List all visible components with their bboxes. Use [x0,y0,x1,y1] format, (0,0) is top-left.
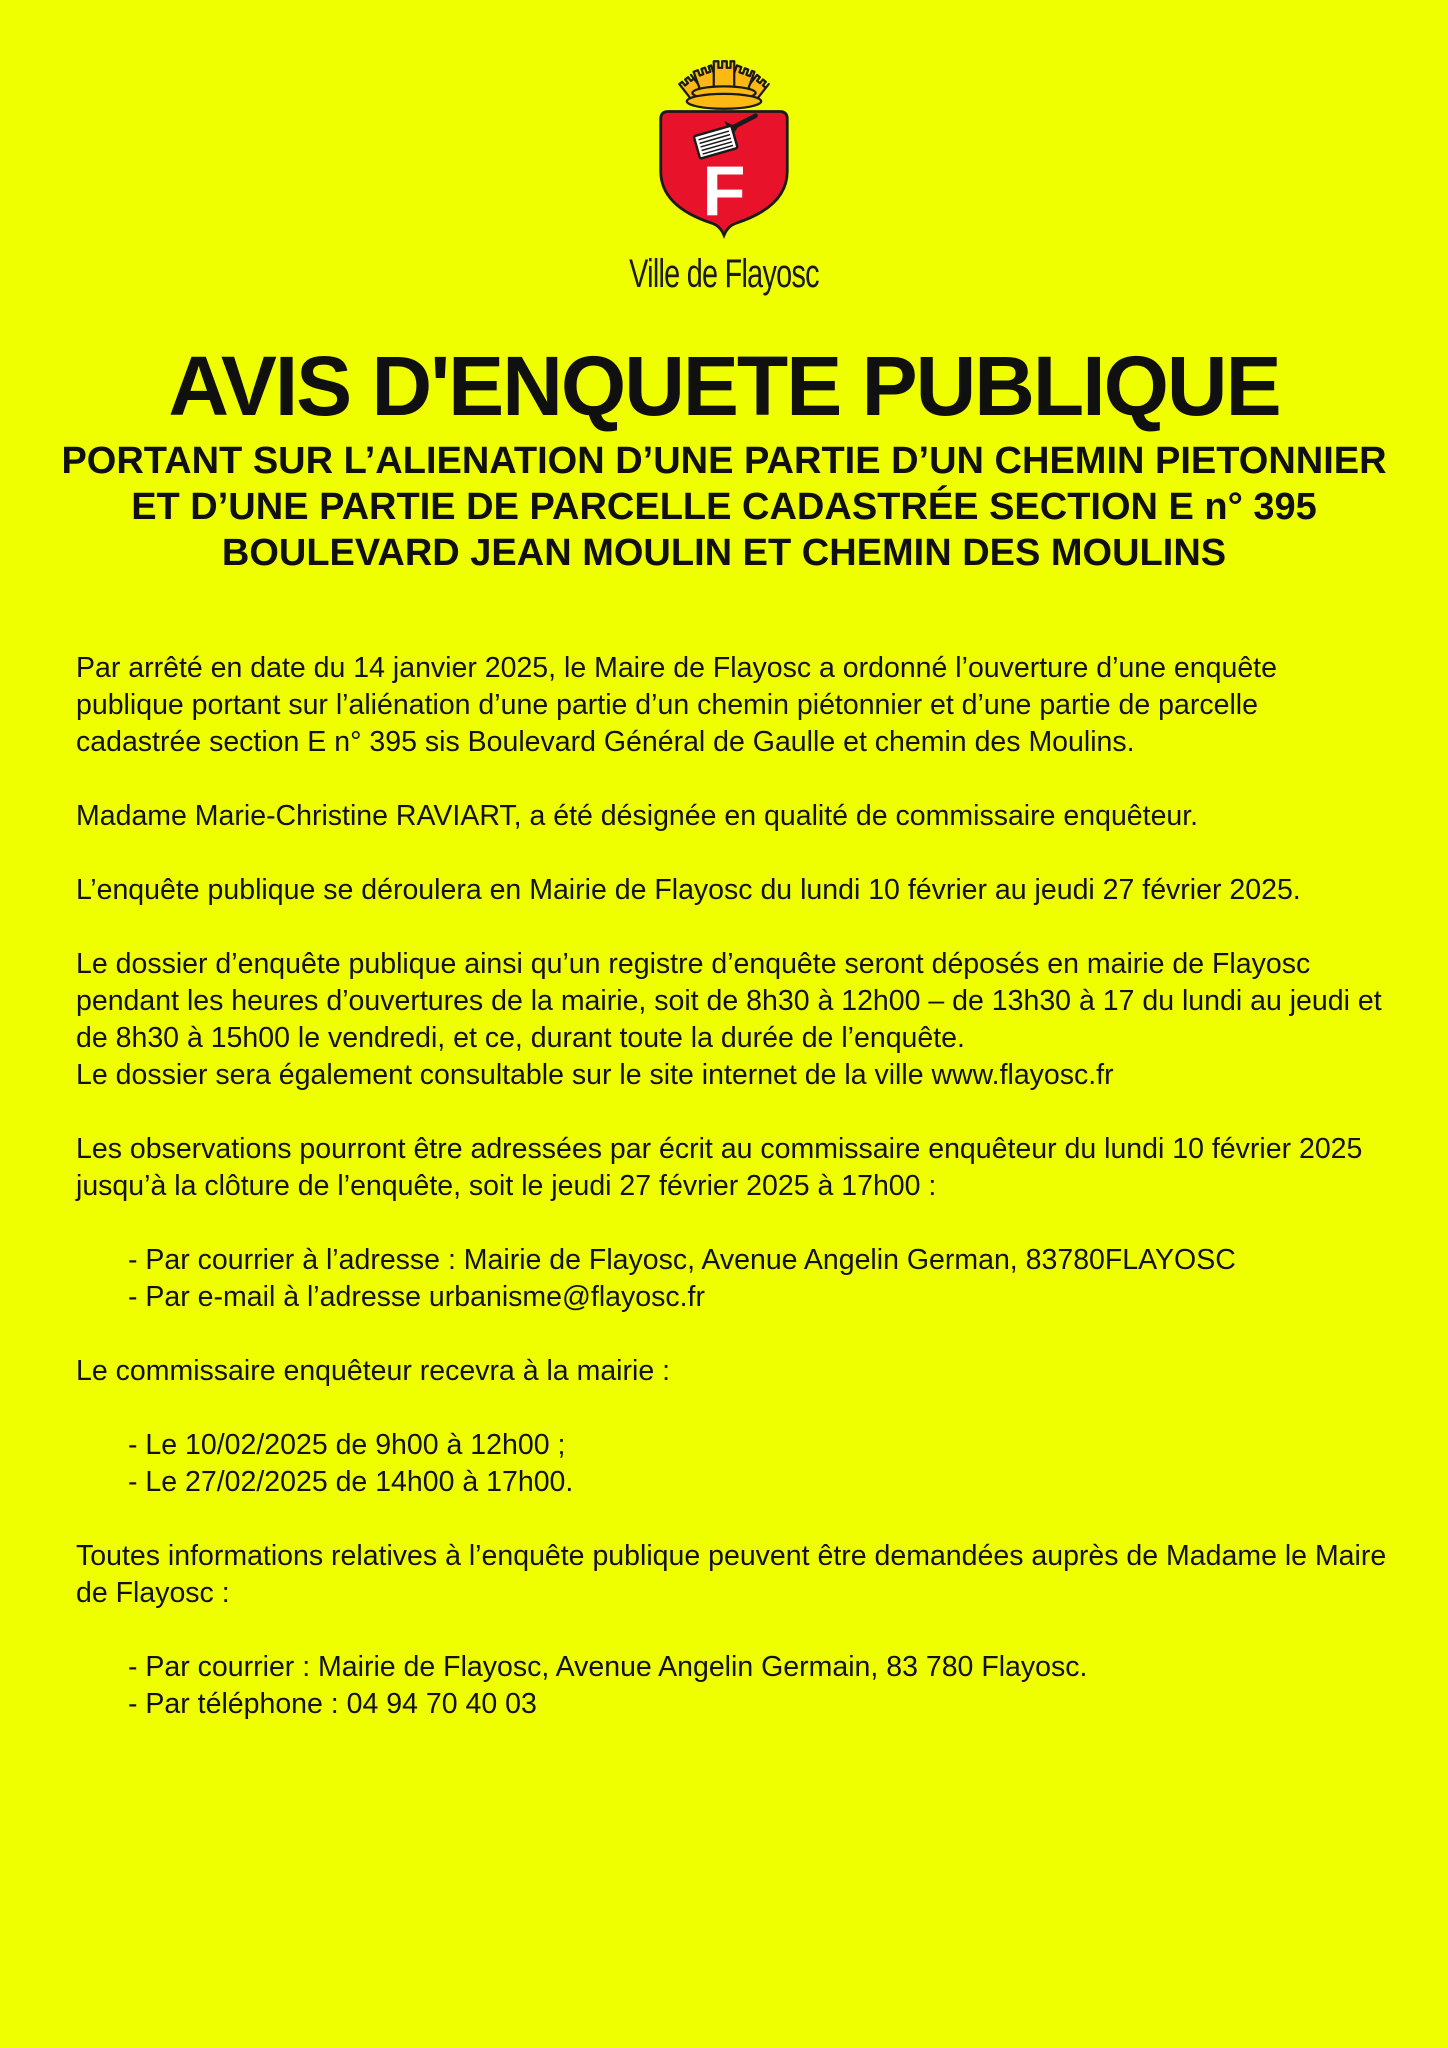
subtitle-line-3: BOULEVARD JEAN MOULIN ET CHEMIN DES MOULINS [221,532,1227,574]
paragraph-informations: Toutes informations relatives à l’enquête publique peuvent être demandées auprès de Madame le Maire de Flayosc : [76,1540,1387,1609]
contact-options-list [76,1649,1390,1723]
subtitle-line-2: ET D’UNE PARTIE DE PARCELLE CADASTRÉE SECTION E n° 395 [131,486,1317,528]
logo-caption: Ville de Flayosc [629,252,819,296]
notice-subtitle [0,438,1448,576]
crest-icon [640,52,808,252]
paragraph-observations: Les observations pourront être adressées par écrit au commissaire enquêteur du lundi 10 février 2025 jusqu’à la clôture de l’enquête, soit le jeudi 27 février 2025 à 17h00 : [76,1133,1363,1202]
list-item-permanence-1: - Le 10/02/2025 de 9h00 à 12h00 ; [128,1429,566,1461]
paragraph-dossier: Le dossier d’enquête publique ainsi qu’un registre d’enquête seront déposés en mairie de Flayosc pendant les heures d’ouvertures de la mairie, soit de 8h30 à 12h00 – de 13h30 à 17 du lundi au jeudi et de 8h30 à 15h00 le vendredi, et ce, durant toute la durée de l’enquête. [76,948,1382,1054]
list-item-permanence-2: - Le 27/02/2025 de 14h00 à 17h00. [128,1466,574,1498]
paragraph-dossier-site: Le dossier sera également consultable sur le site internet de la ville www.flayosc.fr [76,1059,1114,1091]
observation-options-list [76,1242,1390,1316]
list-item-courrier-adresse: - Par courrier à l’adresse : Mairie de Flayosc, Avenue Angelin German, 83780FLAYOSC [128,1244,1236,1276]
list-item-email-adresse: - Par e-mail à l’adresse urbanisme@flayosc.fr [128,1281,705,1313]
crest-letter-f: F [702,151,746,231]
paragraph-commissaire: Madame Marie-Christine RAVIART, a été désignée en qualité de commissaire enquêteur. [76,800,1199,832]
list-item-contact-courrier: - Par courrier : Mairie de Flayosc, Avenue Angelin Germain, 83 780 Flayosc. [128,1651,1088,1683]
permanence-dates-list [76,1427,1390,1501]
mural-crown-icon [679,61,768,108]
paragraph-periode: L’enquête publique se déroulera en Mairie de Flayosc du lundi 10 février au jeudi 27 février 2025. [76,874,1301,906]
subtitle-line-1: PORTANT SUR L’ALIENATION D’UNE PARTIE D’UN CHEMIN PIETONNIER [61,440,1387,482]
notice-body [0,650,1448,1723]
notice-title: AVIS D'ENQUETE PUBLIQUE [168,339,1280,433]
shield-icon [661,112,788,236]
paragraph-permanences: Le commissaire enquêteur recevra à la mairie : [76,1355,671,1387]
city-crest-logo [0,0,1448,294]
list-item-contact-telephone: - Par téléphone : 04 94 70 40 03 [128,1688,537,1720]
paragraph-arrete: Par arrêté en date du 14 janvier 2025, le Maire de Flayosc a ordonné l’ouverture d’une enquête publique portant sur l’aliénation d’une partie d’un chemin piétonnier et d’une partie de parcelle cadastrée section E n° 395 sis Boulevard Général de Gaulle et chemin des Moulins. [76,652,1277,758]
